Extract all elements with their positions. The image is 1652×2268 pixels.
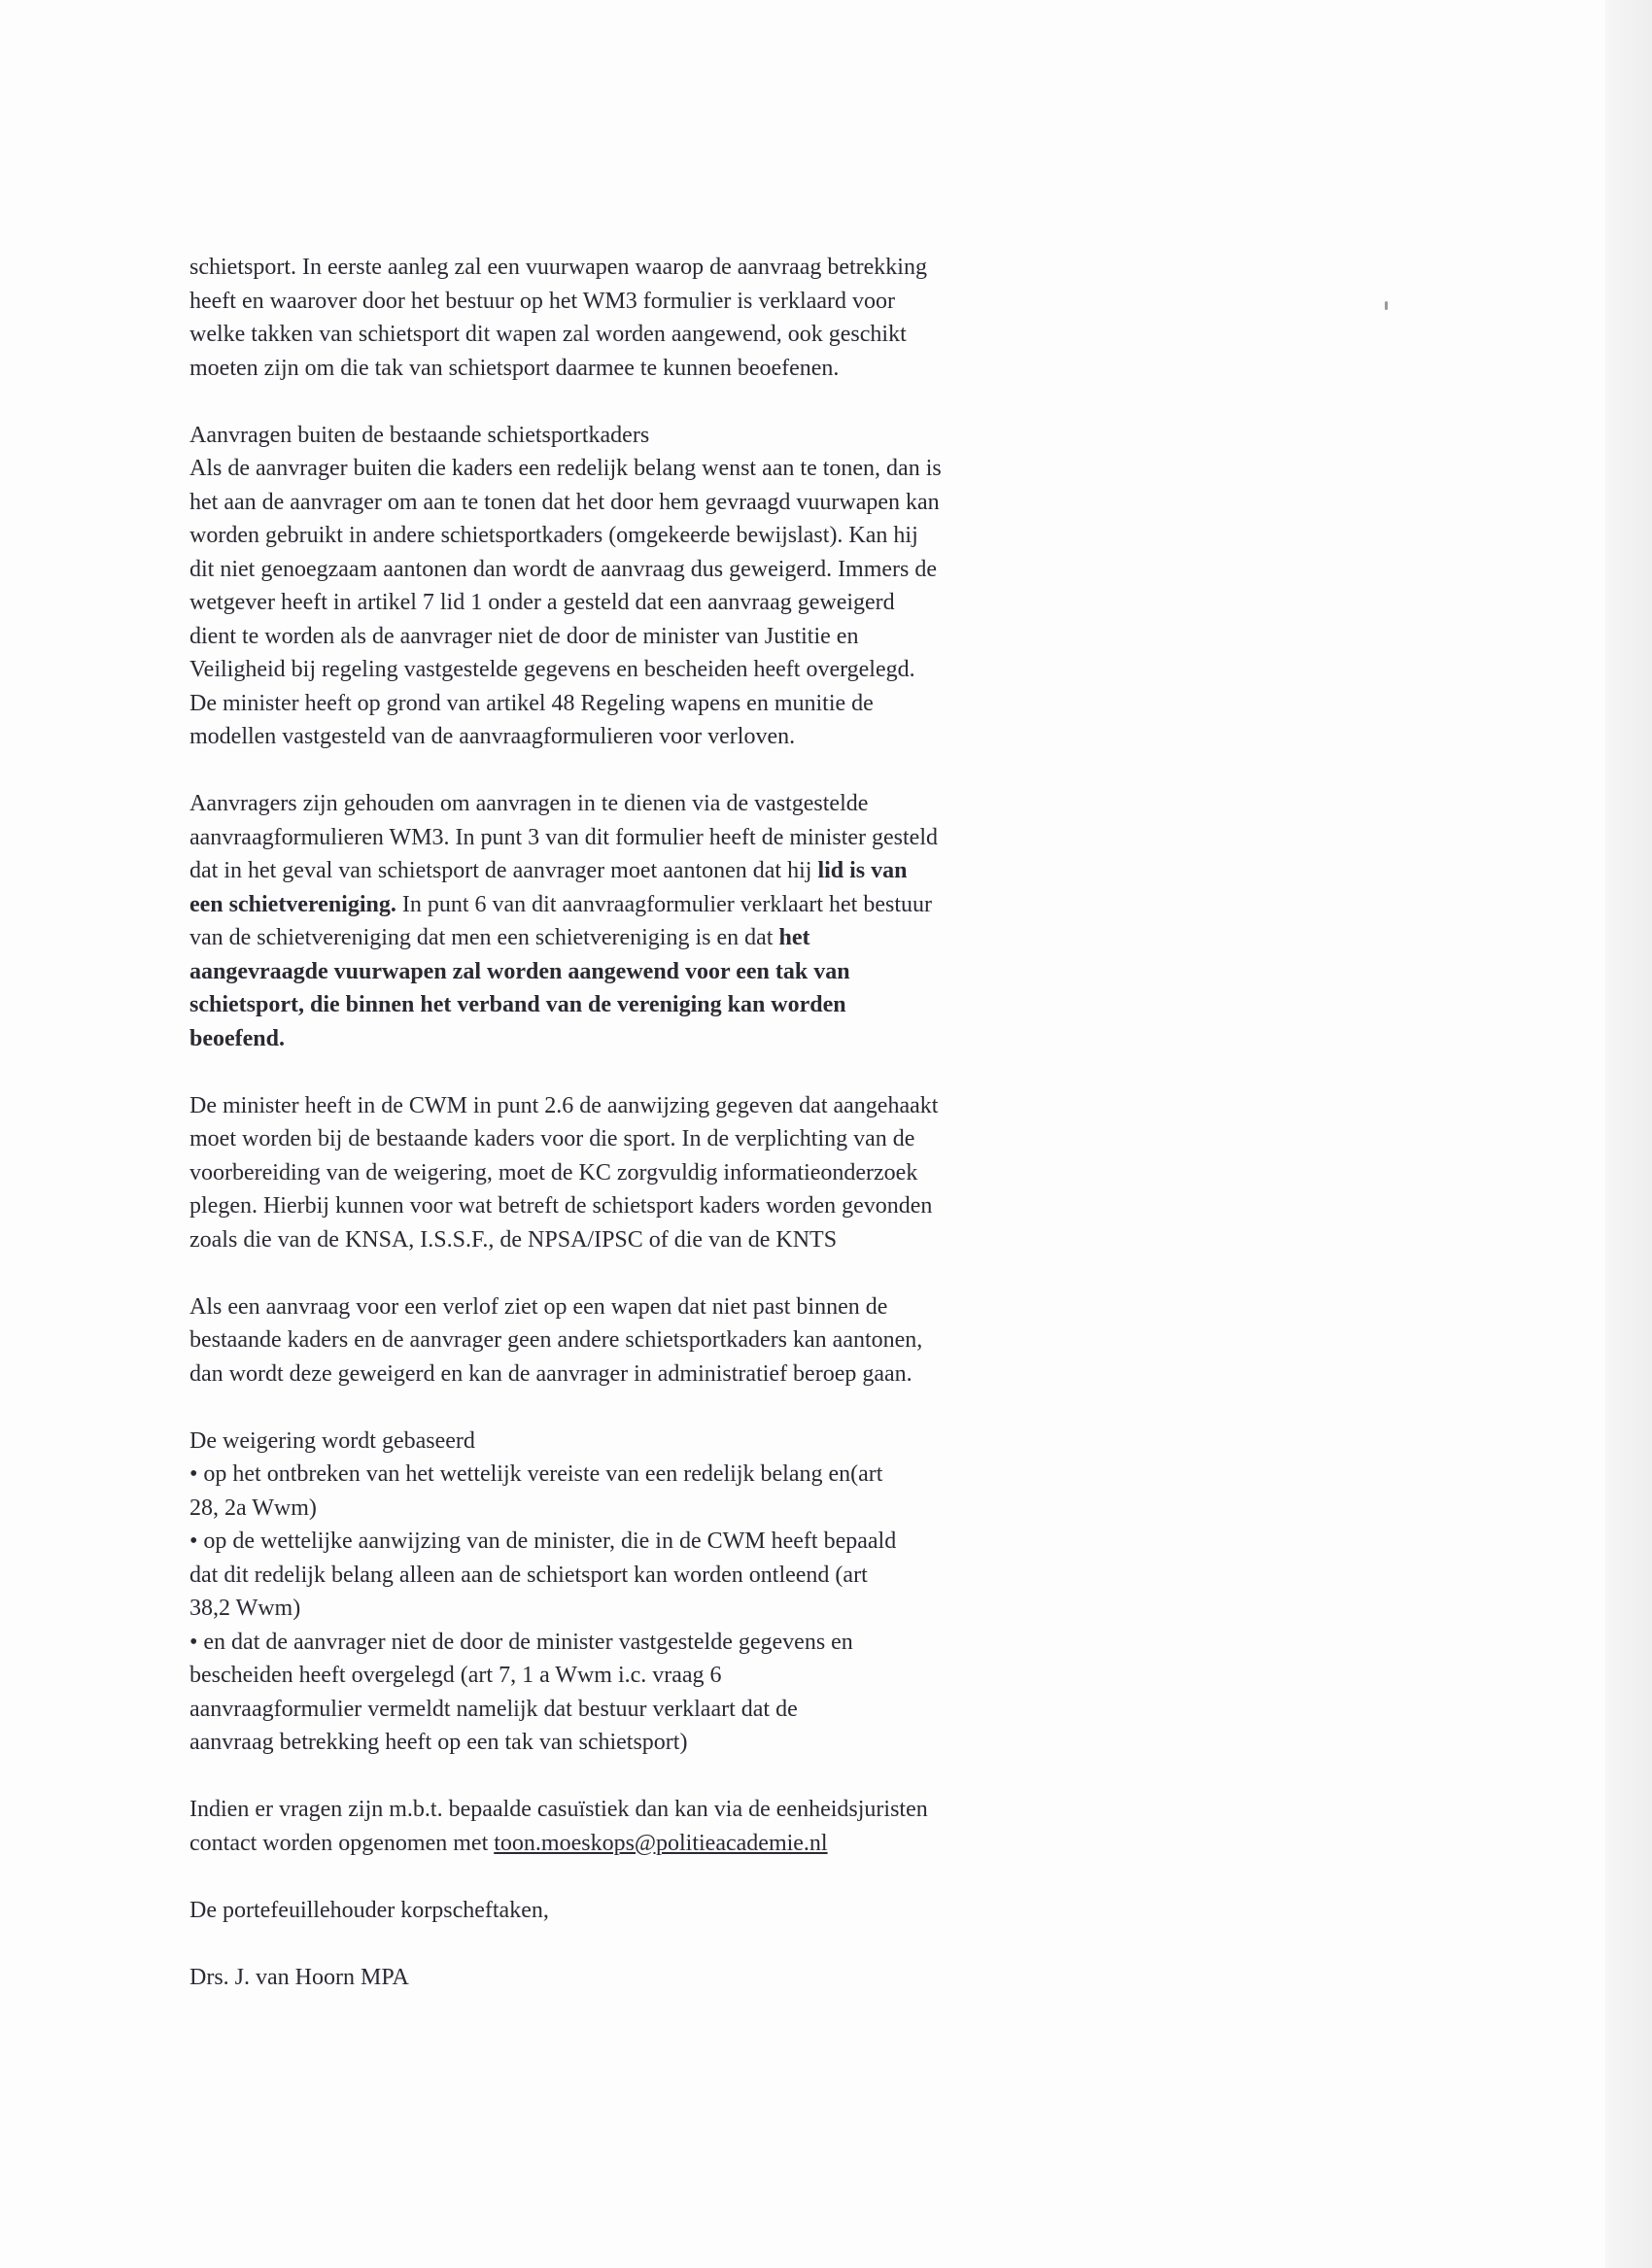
- text-run: In punt 6 van dit aanvraagformulier verklaart het bestuur: [396, 891, 932, 917]
- bold-text: een schietvereniging.: [189, 891, 396, 917]
- text-run: Indien er vragen zijn m.b.t. bepaalde casuïstiek dan kan via de eenheidsjuristen: [189, 1797, 928, 1822]
- text-run: worden gebruikt in andere schietsportkaders (omgekeerde bewijslast). Kan hij: [189, 523, 918, 548]
- text-run: plegen. Hierbij kunnen voor wat betreft de schietsport kaders worden gevonden: [189, 1193, 933, 1219]
- text-line: [189, 519, 1122, 553]
- text-run: Drs. J. van Hoorn MPA: [189, 1964, 409, 1990]
- paragraph: [189, 1793, 1122, 1860]
- text-run: wetgever heeft in artikel 7 lid 1 onder a gesteld dat een aanvraag geweigerd: [189, 590, 895, 615]
- text-line: [189, 1693, 1122, 1727]
- text-run: dat in het geval van schietsport de aanvrager moet aantonen dat hij: [189, 858, 818, 883]
- text-run: schietsport. In eerste aanleg zal een vuurwapen waarop de aanvraag betrekking: [189, 255, 927, 280]
- text-run: dient te worden als de aanvrager niet de door de minister van Justitie en: [189, 623, 859, 649]
- text-line: [189, 486, 1122, 520]
- text-line: [189, 888, 1122, 922]
- text-run: het aan de aanvrager om aan te tonen dat het door hem gevraagd vuurwapen kan: [189, 489, 940, 515]
- bold-text: lid is van: [817, 858, 908, 883]
- text-run: aanvraag betrekking heeft op een tak van schietsport): [189, 1730, 688, 1755]
- text-run: dan wordt deze geweigerd en kan de aanvrager in administratief beroep gaan.: [189, 1360, 912, 1387]
- text-line: [189, 1156, 1122, 1190]
- text-line: [189, 921, 1122, 955]
- text-line: [189, 251, 1122, 285]
- text-line: [189, 1458, 1122, 1492]
- text-line: [189, 1022, 1122, 1056]
- text-run: Aanvragers zijn gehouden om aanvragen in te dienen via de vastgestelde: [189, 791, 869, 816]
- text-run: voorbereiding van de weigering, moet de KC zorgvuldig informatieonderzoek: [189, 1159, 918, 1186]
- text-run: • op de wettelijke aanwijzing van de minister, die in de CWM heeft bepaald: [189, 1529, 897, 1554]
- text-run: moeten zijn om die tak van schietsport daarmee te kunnen beoefenen.: [189, 355, 840, 381]
- text-run: Veiligheid bij regeling vastgestelde gegevens en bescheiden heeft overgelegd.: [189, 657, 915, 682]
- scan-edge-shadow: [1605, 0, 1652, 2268]
- text-run: aanvraagformulieren WM3. In punt 3 van dit formulier heeft de minister gesteld: [189, 824, 938, 850]
- text-line: [189, 1592, 1122, 1626]
- text-run: contact worden opgenomen met: [189, 1830, 495, 1856]
- text-line: [189, 1089, 1122, 1123]
- text-line: [189, 553, 1122, 587]
- text-line: [189, 586, 1122, 620]
- bold-text: aangevraagde vuurwapen zal worden aangewend voor een tak van: [189, 958, 850, 984]
- text-line: [189, 1290, 1122, 1324]
- text-run: Als een aanvraag voor een verlof ziet op een wapen dat niet past binnen de: [189, 1293, 888, 1320]
- text-run: moet worden bij de bestaande kaders voor die sport. In de verplichting van de: [189, 1126, 915, 1151]
- text-line: [189, 988, 1122, 1022]
- text-line: [189, 1122, 1122, 1156]
- paragraph: [189, 1894, 1122, 1928]
- paragraph: [189, 1961, 1122, 1995]
- bold-text: het: [778, 925, 810, 950]
- text-line: [189, 1827, 1122, 1861]
- text-run: bescheiden heeft overgelegd (art 7, 1 a Wwm i.c. vraag 6: [189, 1663, 722, 1688]
- text-run: modellen vastgesteld van de aanvraagformulieren voor verloven.: [189, 724, 796, 749]
- text-line: [189, 1525, 1122, 1559]
- text-run: Als de aanvrager buiten die kaders een redelijk belang wenst aan te tonen, dan is: [189, 456, 942, 481]
- text-line: [189, 352, 1122, 386]
- bold-text: schietsport, die binnen het verband van de vereniging kan worden: [189, 992, 846, 1017]
- text-line: [189, 720, 1122, 754]
- text-line: [189, 620, 1122, 654]
- letter-body: [189, 251, 1122, 2028]
- text-line: [189, 687, 1122, 721]
- text-line: [189, 1223, 1122, 1257]
- text-line: [189, 1323, 1122, 1357]
- text-run: 38,2 Wwm): [189, 1596, 301, 1621]
- text-line: [189, 1425, 1122, 1459]
- text-line: [189, 1626, 1122, 1660]
- text-line: [189, 854, 1122, 888]
- text-line: [189, 1559, 1122, 1593]
- paragraph: [189, 1290, 1122, 1392]
- text-line: [189, 1189, 1122, 1223]
- text-line: [189, 1961, 1122, 1995]
- text-line: [189, 787, 1122, 821]
- text-run: 28, 2a Wwm): [189, 1495, 317, 1521]
- text-run: dit niet genoegzaam aantonen dan wordt de aanvraag dus geweigerd. Immers de: [189, 556, 938, 582]
- text-line: [189, 1357, 1122, 1392]
- text-run: heeft en waarover door het bestuur op het WM3 formulier is verklaard voor: [189, 288, 895, 314]
- text-line: [189, 1894, 1122, 1928]
- text-line: [189, 1492, 1122, 1526]
- text-run: De portefeuillehouder korpscheftaken,: [189, 1897, 549, 1923]
- text-line: [189, 318, 1122, 352]
- text-line: [189, 419, 1122, 453]
- text-run: • en dat de aanvrager niet de door de minister vastgestelde gegevens en: [189, 1629, 853, 1655]
- text-line: [189, 1659, 1122, 1693]
- text-line: [189, 1726, 1122, 1760]
- text-run: Aanvragen buiten de bestaande schietsportkaders: [189, 422, 650, 448]
- text-line: [189, 955, 1122, 989]
- text-run: van de schietvereniging dat men een schietvereniging is en dat: [189, 925, 779, 950]
- paragraph: [189, 419, 1122, 754]
- paragraph: [189, 1089, 1122, 1257]
- text-run: aanvraagformulier vermeldt namelijk dat bestuur verklaart dat de: [189, 1696, 798, 1722]
- email-link[interactable]: toon.moeskops@politieacademie.nl: [494, 1830, 828, 1856]
- text-run: De minister heeft op grond van artikel 48 Regeling wapens en munitie de: [189, 690, 874, 716]
- text-run: • op het ontbreken van het wettelijk vereiste van een redelijk belang en(art: [189, 1461, 883, 1487]
- scan-speck: [1385, 301, 1388, 310]
- text-run: zoals die van de KNSA, I.S.S.F., de NPSA/IPSC of die van de KNTS: [189, 1226, 838, 1253]
- paragraph: [189, 1425, 1122, 1760]
- text-run: dat dit redelijk belang alleen aan de schietsport kan worden ontleend (art: [189, 1562, 868, 1588]
- text-line: [189, 653, 1122, 687]
- text-line: [189, 452, 1122, 486]
- paragraph: [189, 251, 1122, 385]
- text-line: [189, 1793, 1122, 1827]
- text-line: [189, 285, 1122, 319]
- paragraph: [189, 787, 1122, 1055]
- text-run: De weigering wordt gebaseerd: [189, 1427, 475, 1454]
- text-run: welke takken van schietsport dit wapen zal worden aangewend, ook geschikt: [189, 322, 907, 347]
- text-run: bestaande kaders en de aanvrager geen andere schietsportkaders kan aantonen,: [189, 1327, 923, 1353]
- text-line: [189, 821, 1122, 855]
- text-run: De minister heeft in de CWM in punt 2.6 de aanwijzing gegeven dat aangehaakt: [189, 1092, 939, 1118]
- bold-text: beoefend.: [189, 1025, 285, 1051]
